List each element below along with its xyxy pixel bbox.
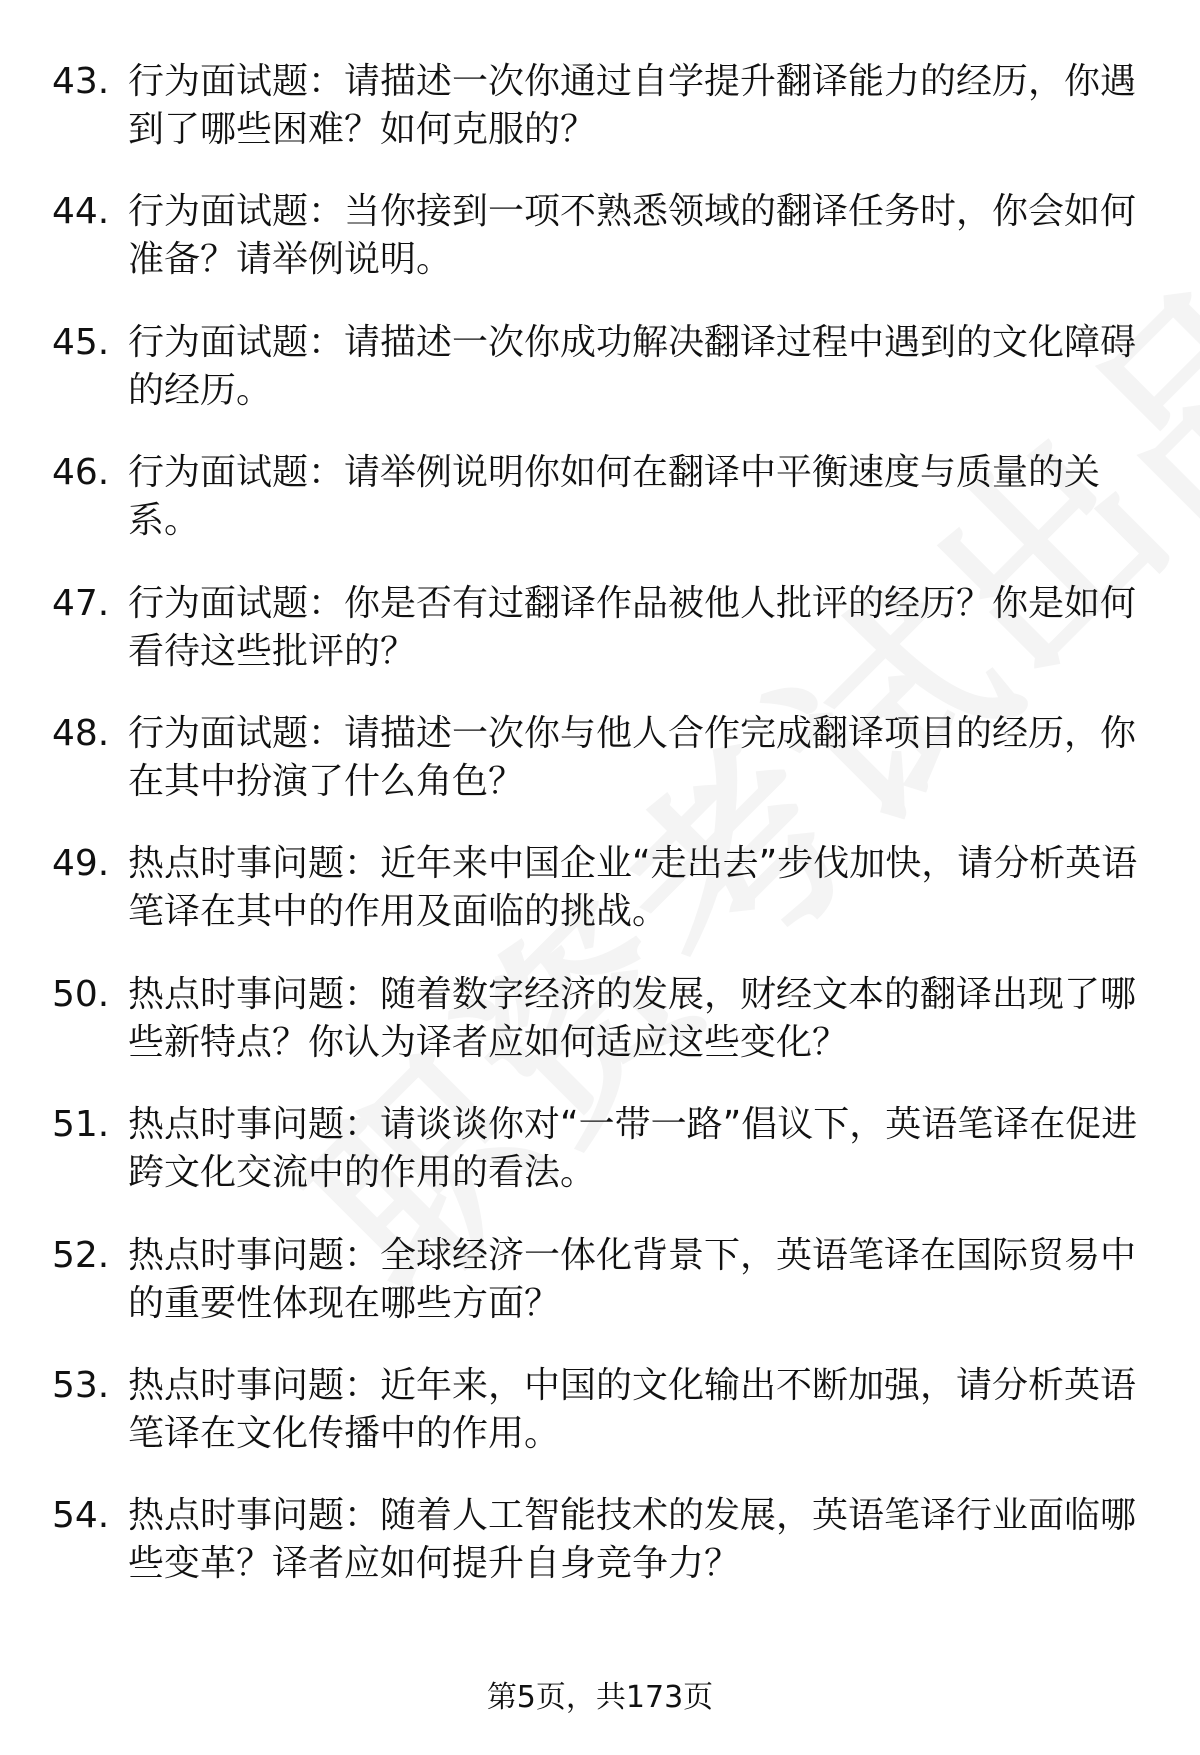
question-number: 49.: [52, 843, 110, 885]
question-item: [0, 188, 1200, 310]
question-list: [0, 58, 1200, 1623]
question-number: 53.: [52, 1364, 110, 1406]
question-text: 热点时事问题：全球经济一体化背景下，英语笔译在国际贸易中的重要性体现在哪些方面？: [128, 1234, 1137, 1324]
question-number: 46.: [52, 452, 110, 494]
question-number: 48.: [52, 712, 110, 754]
question-text: 热点时事问题：请谈谈你对“一带一路”倡议下，英语笔译在促进跨文化交流中的作用的看法。: [128, 1104, 1138, 1194]
question-text: 行为面试题：当你接到一项不熟悉领域的翻译任务时，你会如何准备？请举例说明。: [128, 191, 1137, 281]
question-item: [0, 58, 1200, 180]
question-number: 52.: [52, 1234, 110, 1276]
question-text: 行为面试题：请描述一次你成功解决翻译过程中遇到的文化障碍的经历。: [128, 321, 1137, 411]
question-item: [0, 1101, 1200, 1223]
question-text: 行为面试题：请描述一次你与他人合作完成翻译项目的经历，你在其中扮演了什么角色？: [128, 712, 1137, 802]
question-number: 43.: [52, 61, 110, 102]
question-item: [0, 449, 1200, 571]
question-item: [0, 319, 1200, 441]
question-number: 50.: [52, 973, 110, 1015]
question-text: 热点时事问题：近年来，中国的文化输出不断加强，请分析英语笔译在文化传播中的作用。: [128, 1364, 1137, 1454]
question-text: 热点时事问题：随着人工智能技术的发展，英语笔译行业面临哪些变革？译者应如何提升自身竞争力？: [128, 1495, 1137, 1585]
question-number: 45.: [52, 321, 110, 363]
question-text: 行为面试题：请描述一次你通过自学提升翻译能力的经历，你遇到了哪些困难？如何克服的？: [128, 61, 1137, 150]
question-text: 行为面试题：你是否有过翻译作品被他人批评的经历？你是如何看待这些批评的？: [128, 582, 1137, 672]
question-number: 47.: [52, 582, 110, 624]
question-item: [0, 971, 1200, 1093]
question-item: [0, 840, 1200, 962]
question-item: [0, 1232, 1200, 1354]
question-number: 51.: [52, 1104, 110, 1146]
question-text: 行为面试题：请举例说明你如何在翻译中平衡速度与质量的关系。: [128, 452, 1101, 542]
question-item: [0, 1492, 1200, 1614]
question-item: [0, 710, 1200, 832]
question-text: 热点时事问题：随着数字经济的发展，财经文本的翻译出现了哪些新特点？你认为译者应如何适应这些变化？: [128, 973, 1137, 1063]
question-item: [0, 580, 1200, 702]
question-item: [0, 1362, 1200, 1484]
question-text: 热点时事问题：近年来中国企业“走出去”步伐加快，请分析英语笔译在其中的作用及面临的挑战。: [128, 843, 1138, 933]
page-footer: 第5页，共173页: [486, 1680, 714, 1715]
question-number: 44.: [52, 191, 110, 233]
question-number: 54.: [52, 1495, 110, 1537]
